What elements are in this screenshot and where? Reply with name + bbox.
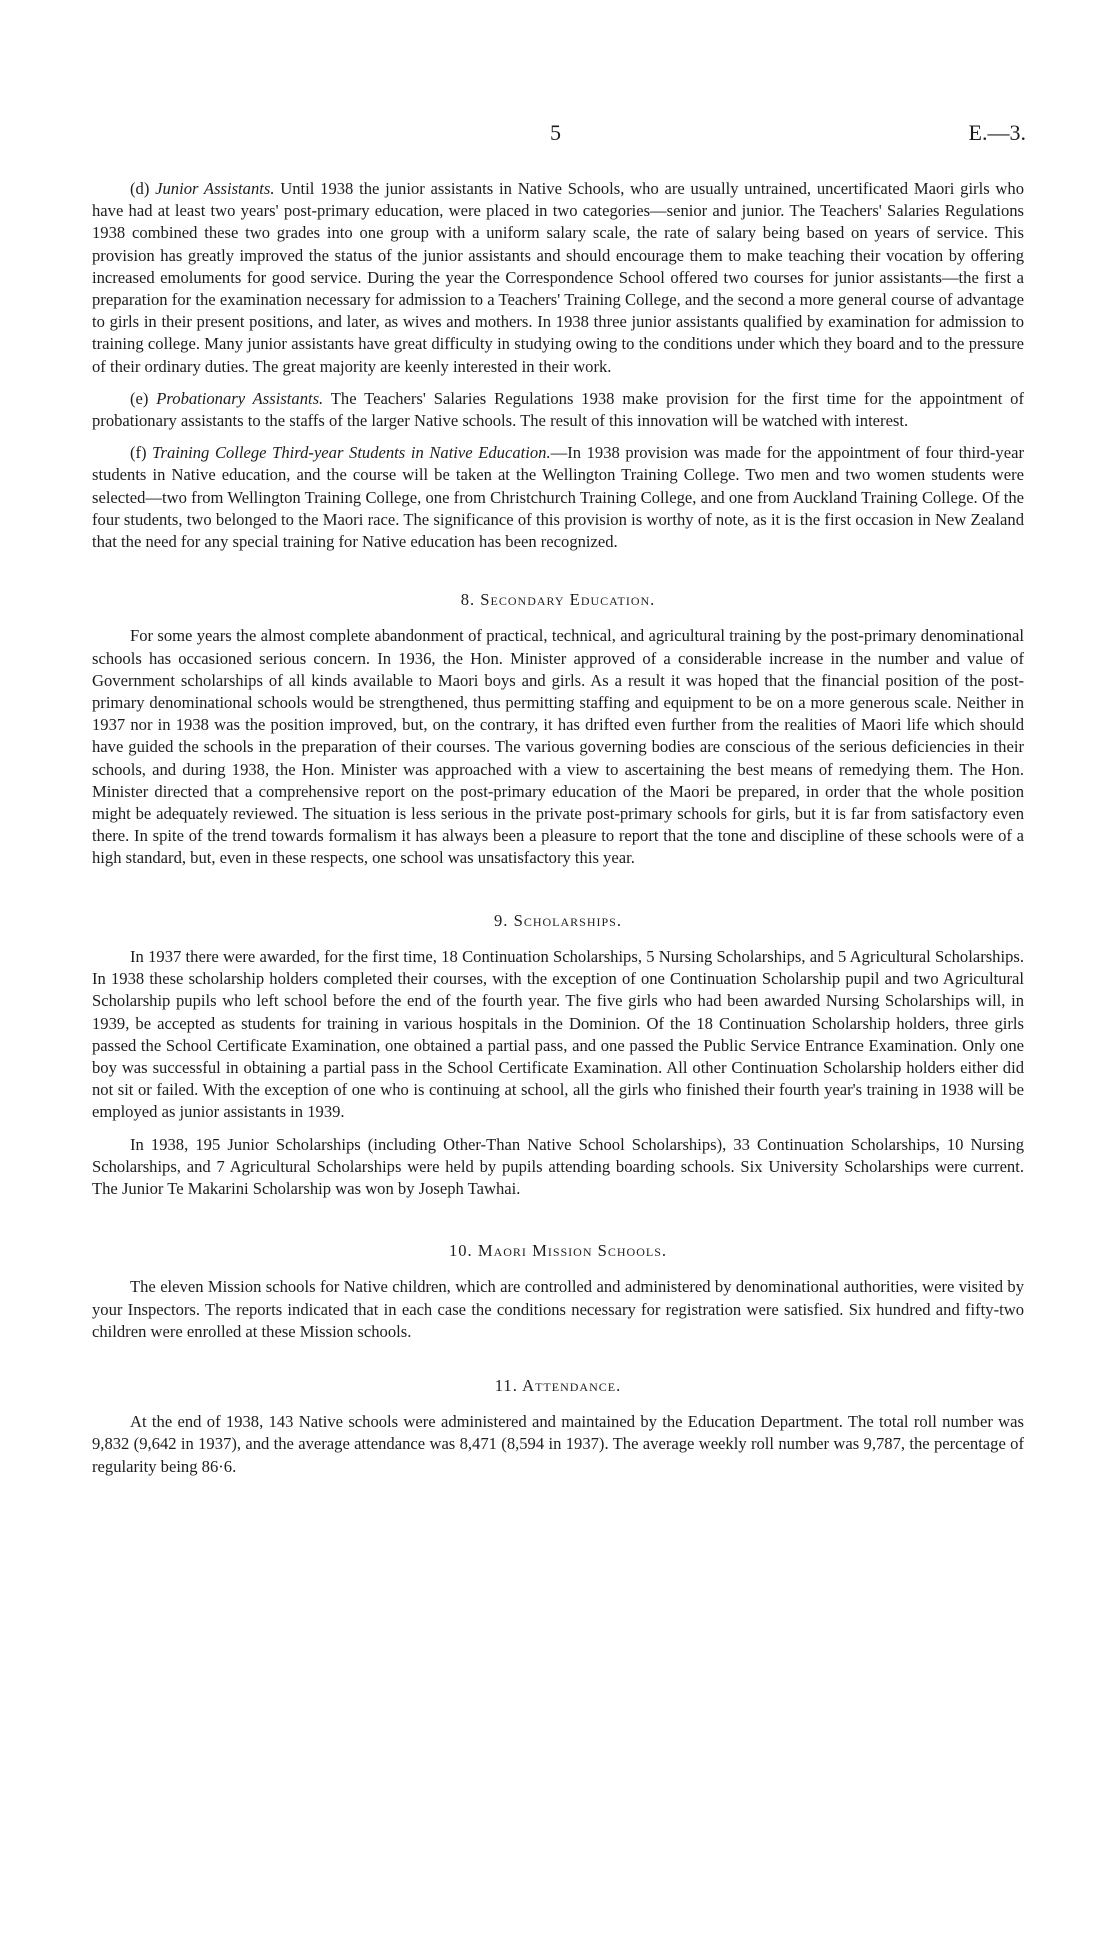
paragraph-text: —In 1938 provision was made for the appointment of four third-year students in Native education, and the course will be taken at the Wellington Training College. Two men and two women students were selected—two from Wellington Training College, one from Christchurch Training College, and one from Auckland Training College. Of the four students, two belonged to the Maori race. The significance of this provision is worthy of note, as it is the first occasion in New Zealand that the need for any special training for Native education has been recognized. bbox=[92, 443, 1024, 552]
paragraph-scholarships-1937: In 1937 there were awarded, for the first time, 18 Continuation Scholarships, 5 Nursing Scholarships, and 5 Agricultural Scholarships. In 1938 these scholarship holders completed their courses, with the exception of one Continuation Scholarship pupil and two Agricultural Scholarship pupils who left school before the end of the fourth year. The five girls who had been awarded Nursing Scholarships will, in 1939, be accepted as students for training in various hospitals in the Dominion. Of the 18 Continuation Scholarship holders, three girls passed the School Certificate Examination, one obtained a partial pass, and one passed the Public Service Entrance Examination. Only one boy was successful in obtaining a partial pass in the School Certificate Examination. All other Continuation Scholarship holders either did not sit or failed. With the exception of one who is continuing at school, all the girls who finished their fourth year's training in 1938 will be employed as junior assistants in 1939. bbox=[92, 946, 1024, 1122]
paragraph-training-college bbox=[92, 442, 1024, 553]
paragraph-text: Until 1938 the junior assistants in Native Schools, who are usually untrained, uncertificated Maori girls who have had at least two years' post-primary education, were placed in two categories—senior and junior. The Teachers' Salaries Regulations 1938 combined these two grades into one group with a uniform salary scale, the rate of salary being based on years of service. This provision has greatly improved the status of the junior assistants and should encourage them to make teaching their vocation by offering increased emoluments for good service. During the year the Correspondence School offered two courses for junior assistants—the first a preparation for the examination necessary for admission to a Teachers' Training College, and the second a more general course of advantage to girls in their present positions, and later, as wives and mothers. In 1938 three junior assistants qualified by examination for admission to training college. Many junior assistants have great difficulty in studying owing to the conditions under which they board and to the pressure of their ordinary duties. The great majority are keenly interested in their work. bbox=[92, 179, 1024, 376]
section-heading-secondary-education: 8. Secondary Education. bbox=[460, 590, 656, 610]
section-heading-attendance: 11. Attendance. bbox=[494, 1375, 622, 1395]
paragraph-text: The Teachers' Salaries Regulations 1938 make provision for the first time for the appointment of probationary assistants to the staffs of the larger Native schools. The result of this innovation will be watched with interest. bbox=[92, 388, 1024, 431]
paragraph-title: Training College Third-year Students in Native Education. bbox=[152, 443, 551, 463]
page-header bbox=[0, 120, 1114, 150]
paragraph-title: Junior Assistants. bbox=[155, 179, 275, 198]
paragraph-probationary-assistants bbox=[92, 388, 1024, 432]
paragraph-secondary-education: For some years the almost complete abandonment of practical, technical, and agricultural training by the post-primary denominational schools has occasioned serious concern. In 1936, the Hon. Minister approved of a considerable increase in the number and value of Government scholarships of all kinds available to Maori boys and girls. As a result it was hoped that the financial position of the post-primary denominational schools would be strengthened, thus permitting staffing and equipment to be on a more generous scale. Neither in 1937 nor in 1938 was the position improved, but, on the contrary, it has drifted even further from the realities of Maori life which should have guided the schools in the preparation of their courses. The various governing bodies are conscious of the serious deficiencies in their schools, and during 1938, the Hon. Minister was approached with a view to ascertaining the best means of remedying them. The Hon. Minister directed that a comprehensive report on the post-primary education of the Maori be prepared, in order that the whole position might be adequately reviewed. The situation is less serious in the private post-primary schools for girls, but it is far from satisfactory even there. In spite of the trend towards formalism it has always been a pleasure to report that the tone and discipline of these schools were of a high standard, but, even in these respects, one school was unsatisfactory this year. bbox=[92, 626, 1024, 868]
page-number: 5 bbox=[550, 120, 561, 145]
paragraph-mission-schools: The eleven Mission schools for Native children, which are controlled and administered by denominational authorities, were visited by your Inspectors. The reports indicated that in each case the conditions necessary for registration were satisfied. Six hundred and fifty-two children were enrolled at these Mission schools. bbox=[92, 1277, 1024, 1341]
paragraph-label: (d) bbox=[130, 179, 150, 198]
document-reference: E.—3. bbox=[968, 120, 1026, 145]
paragraph-attendance: At the end of 1938, 143 Native schools were administered and maintained by the Education Department. The total roll number was 9,832 (9,642 in 1937), and the average attendance was 8,471 (8,594 in 1937). The average weekly roll number was 9,787, the percentage of regularity being 86·6. bbox=[92, 1412, 1024, 1476]
section-heading-scholarships: 9. Scholarships. bbox=[494, 910, 622, 930]
paragraph-label: (e) bbox=[130, 388, 149, 408]
section-heading-maori-mission-schools: 10. Maori Mission Schools. bbox=[448, 1241, 668, 1261]
paragraph-junior-assistants bbox=[92, 178, 1024, 378]
paragraph-scholarships-1938: In 1938, 195 Junior Scholarships (including Other-Than Native School Scholarships), 33 Continuation Scholarships, 10 Nursing Scholarships, and 7 Agricultural Scholarships were held by pupils attending boarding schools. Six University Scholarships were current. The Junior Te Makarini Scholarship was won by Joseph Tawhai. bbox=[92, 1134, 1024, 1198]
page-body bbox=[92, 178, 1024, 1488]
paragraph-label: (f) bbox=[130, 443, 147, 463]
paragraph-title: Probationary Assistants. bbox=[156, 388, 324, 408]
